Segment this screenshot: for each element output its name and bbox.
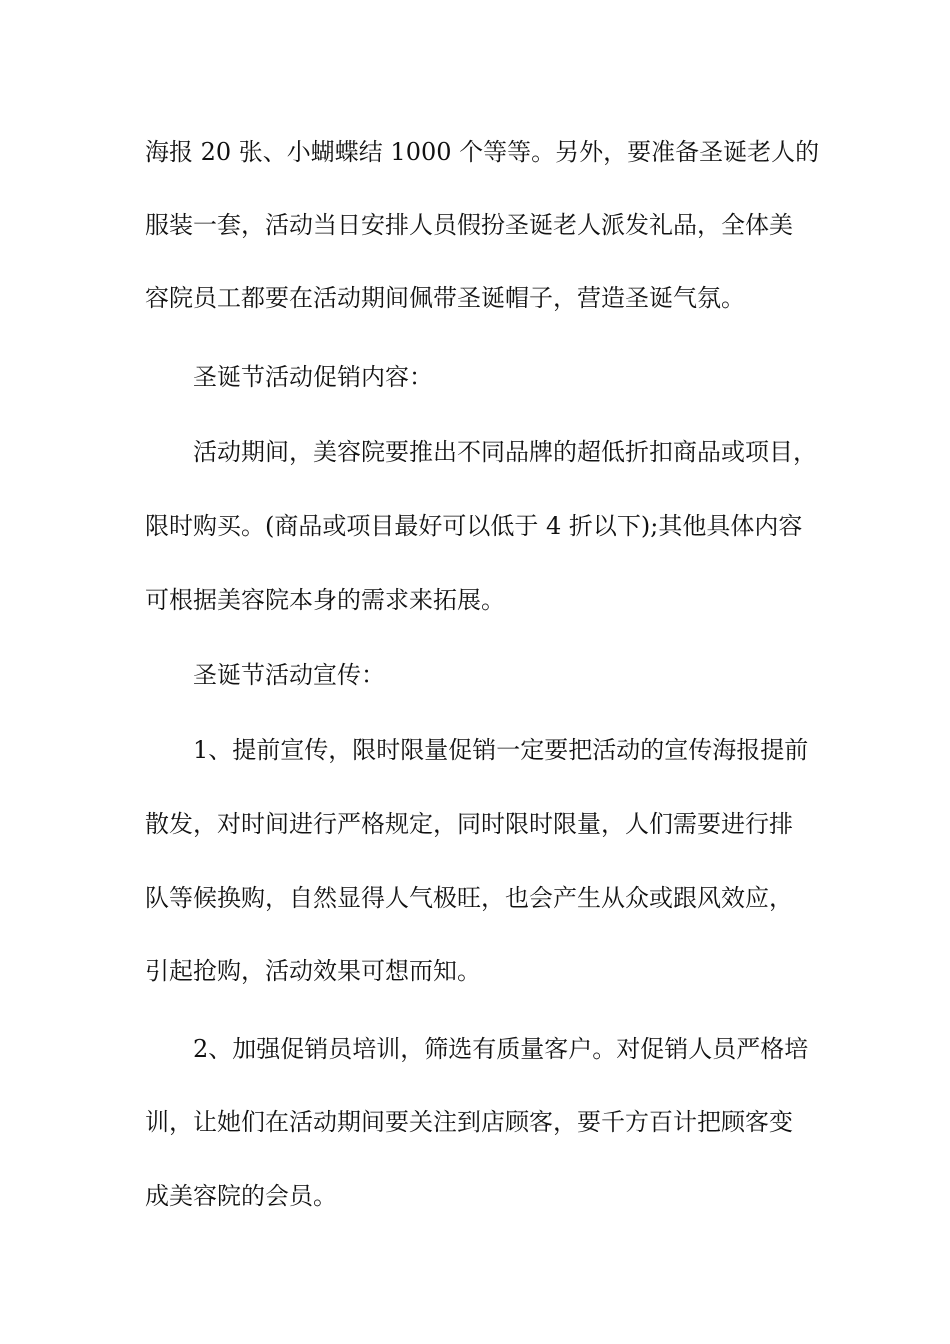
- text-line: 引起抢购，活动效果可想而知。: [145, 957, 481, 985]
- text-line: 1、提前宣传，限时限量促销一定要把活动的宣传海报提前: [193, 736, 809, 764]
- text-line: 散发，对时间进行严格规定，同时限时限量，人们需要进行排: [145, 810, 793, 838]
- text-line: 训，让她们在活动期间要关注到店顾客，要千方百计把顾客变: [145, 1108, 793, 1136]
- text-line: 容院员工都要在活动期间佩带圣诞帽子，营造圣诞气氛。: [145, 284, 745, 312]
- text-line: 2、加强促销员培训，筛选有质量客户。对促销人员严格培: [193, 1035, 809, 1063]
- section-heading: 圣诞节活动促销内容：: [193, 363, 433, 391]
- text-line: 限时购买。(商品或项目最好可以低于 4 折以下);其他具体内容: [145, 512, 803, 540]
- text-line: 队等候换购，自然显得人气极旺，也会产生从众或跟风效应，: [145, 884, 793, 912]
- text-line: 可根据美容院本身的需求来拓展。: [145, 586, 505, 614]
- text-line: 活动期间，美容院要推出不同品牌的超低折扣商品或项目，: [193, 438, 817, 466]
- section-heading: 圣诞节活动宣传：: [193, 661, 385, 689]
- text-line: 成美容院的会员。: [145, 1182, 337, 1210]
- text-line: 服装一套，活动当日安排人员假扮圣诞老人派发礼品，全体美: [145, 211, 793, 239]
- text-line: 海报 20 张、小蝴蝶结 1000 个等等。另外，要准备圣诞老人的: [145, 138, 820, 166]
